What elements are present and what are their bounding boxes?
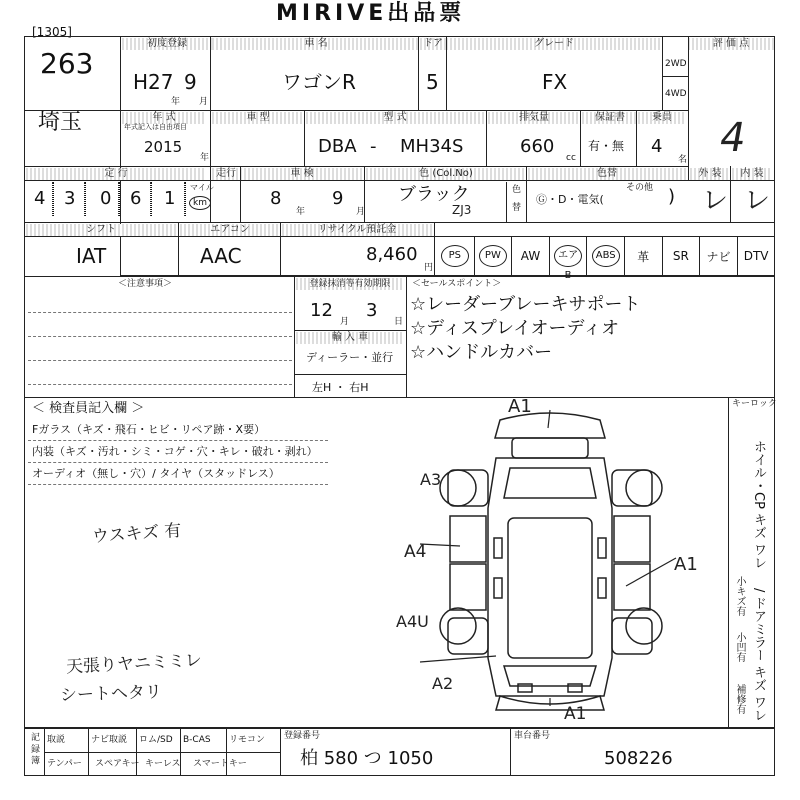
warranty: 有・無 — [588, 139, 625, 153]
footer-item: ナビ取説 — [91, 735, 128, 745]
grade: FX — [542, 70, 568, 94]
displacement: 660 — [520, 136, 555, 157]
damage-label-rear: A1 — [564, 704, 587, 724]
keylock-text-2: / ドアミラー キズ ワレ — [751, 588, 766, 722]
shaken-month: 9 — [332, 188, 344, 209]
shift-type: IAT — [76, 244, 107, 268]
footer-item: 取説 — [47, 735, 66, 745]
region: 埼玉 — [38, 110, 83, 135]
equip-label: PS — [441, 245, 469, 267]
exterior-score: レ — [702, 186, 729, 216]
eval-score: 4 — [715, 115, 750, 161]
type-prefix: DBA — [318, 136, 357, 157]
footer-item: リモコン — [229, 735, 266, 745]
footer-item: スマートキー — [193, 759, 247, 769]
equip-7 — [699, 236, 737, 276]
damage-label-a2: A2 — [432, 674, 454, 693]
dealer-type: ディーラー・並行 — [306, 351, 394, 364]
label-grade: グレード — [446, 38, 662, 50]
keylock-label: キーロック — [732, 399, 777, 409]
equip-label: ABS — [592, 245, 620, 267]
chassis-number: 508226 — [604, 748, 673, 769]
handwritten-note-1: ウスキズ 有 — [91, 520, 183, 548]
model-year: 2015 — [144, 138, 183, 156]
inspector-label: ＜ 検査員記入欄 ＞ — [32, 401, 145, 416]
damage-label-a4: A4 — [404, 542, 427, 562]
damage-label-right: A1 — [674, 554, 698, 575]
handwritten-note-3: シートヘタリ — [59, 682, 163, 706]
color-change-options: Ⓖ・D・電気( — [536, 193, 604, 206]
interior-score: レ — [744, 186, 771, 216]
sheet-title: MIRIVE出品票 — [276, 1, 466, 26]
drive-2wd: 2WD — [665, 59, 687, 69]
equip-label: DTV — [743, 249, 769, 263]
equip-label: AW — [520, 249, 541, 263]
equip-3 — [549, 236, 587, 281]
damage-label-a3: A3 — [420, 470, 442, 489]
equip-5 — [624, 236, 662, 276]
type-code: MH34S — [400, 136, 464, 157]
mileage-digit-2: 3 — [64, 188, 76, 209]
damage-label-front: A1 — [508, 396, 532, 417]
footer-item: テンパー — [47, 759, 82, 769]
door-count: 5 — [426, 70, 439, 94]
damage-label-a4u: A4U — [396, 612, 429, 631]
inspection-line-3: オーディオ（無し・穴）/ タイヤ（スタッドレス） — [32, 467, 280, 480]
footer-item: ロム/SD — [139, 735, 173, 745]
drive-4wd: 4WD — [665, 89, 687, 99]
notes-label: ＜注意事項＞ — [118, 279, 173, 289]
footer-item: スペアキー — [95, 759, 140, 769]
mileage-digit-1: 4 — [34, 188, 46, 209]
mileage-digit-3: 0 — [100, 188, 112, 209]
label-carname: 車 名 — [212, 38, 420, 50]
aircon-type: AAC — [200, 244, 242, 268]
equip-label: エアB — [554, 245, 582, 267]
recycle-fee: 8,460 — [366, 244, 418, 265]
equip-label: SR — [672, 249, 689, 263]
shaken-year: 8 — [270, 188, 282, 209]
equip-4 — [586, 236, 624, 276]
sales-point-2: ☆ディスプレイオーディオ — [410, 318, 620, 339]
equip-6 — [662, 236, 700, 276]
inspection-line-2: 内装（キズ・汚れ・シミ・コゲ・穴・キレ・破れ・剥れ） — [32, 445, 318, 458]
seats: 4 — [651, 136, 663, 157]
keylock-text-1: ホイル・CP キズ ワレ — [751, 440, 766, 570]
footer-item: B-CAS — [183, 735, 211, 745]
reg-month: 9 — [184, 70, 197, 94]
equip-label: 革 — [637, 249, 650, 264]
label-eval: 評 価 点 — [688, 38, 774, 50]
lot-code: [1305] — [32, 25, 72, 39]
color: ブラック — [398, 184, 470, 205]
mileage-digit-5: 1 — [164, 188, 176, 209]
small-scratch: 小キズ有 — [734, 576, 745, 616]
handwritten-note-2: 天張りヤニミミレ — [65, 650, 203, 678]
inspection-line-1: Fガラス（キズ・飛石・ヒビ・リペア跡・X要） — [32, 423, 266, 436]
sales-point-1: ☆レーダーブレーキサポート — [410, 294, 641, 315]
reg-era: H27 — [133, 70, 174, 94]
equip-label: PW — [479, 245, 507, 267]
sales-point-3: ☆ハンドルカバー — [410, 342, 553, 363]
equip-1 — [474, 236, 512, 276]
color-code: ZJ3 — [452, 203, 472, 217]
label-doors: ドア — [420, 38, 446, 50]
mileage-digit-4: 6 — [130, 188, 142, 209]
car-name: ワゴンR — [282, 70, 356, 94]
sales-label: ＜セールスポイント＞ — [412, 279, 502, 289]
reg-expiry-day: 3 — [366, 300, 378, 321]
equip-8 — [737, 236, 775, 276]
footer-item: キーレス — [145, 759, 181, 769]
plate-number: 柏 580 つ 1050 — [300, 748, 434, 769]
equip-2 — [511, 236, 549, 276]
equip-label: ナビ — [706, 249, 731, 264]
reg-expiry-month: 12 — [310, 300, 333, 321]
steering-side: 左H ・ 右H — [312, 381, 369, 394]
lot-number: 263 — [40, 47, 94, 80]
equip-0 — [436, 236, 474, 276]
repaired: 補修有 — [734, 684, 745, 714]
small-dent: 小凹有 — [734, 632, 745, 662]
km-unit: km — [189, 196, 211, 210]
label-year: 初度登録 — [122, 38, 212, 50]
